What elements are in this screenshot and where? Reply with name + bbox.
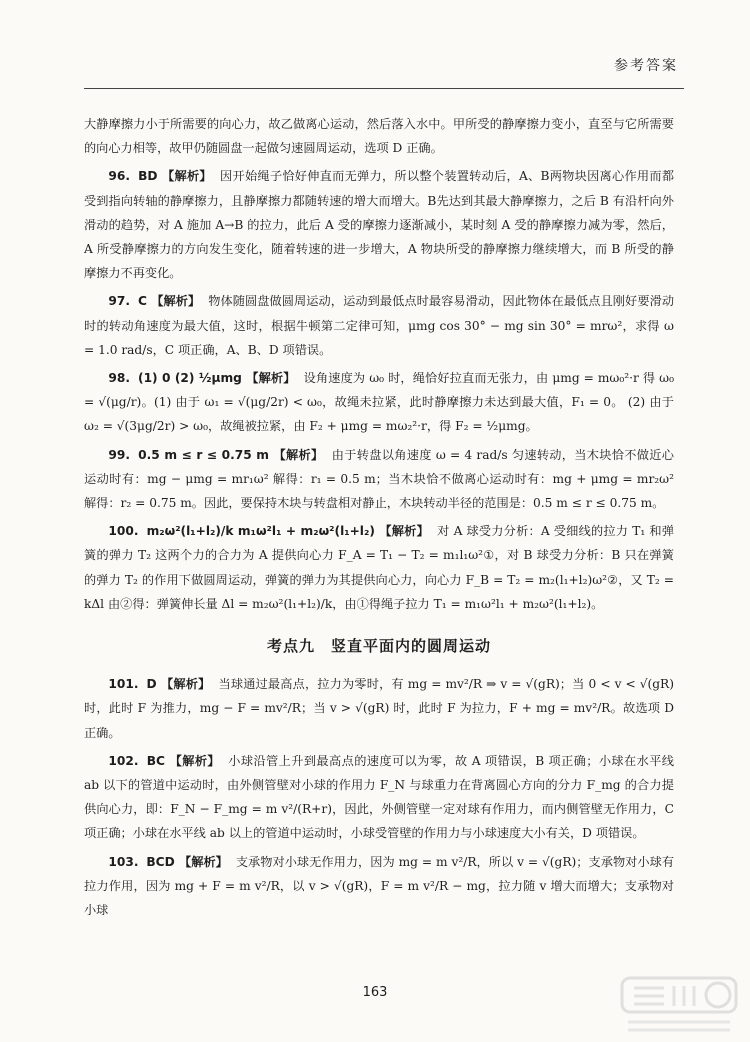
question-number: 103. <box>108 854 139 869</box>
explanation-text: 由于转盘以角速度 ω = 4 rad/s 匀速转动，当木块恰不做近心运动时有：mg − μmg = mr₁ω² 解得：r₁ = 0.5 m；当木块恰不做离心运动时有：mg + μmg = mr₂ω² 解得：r₂ = 0.75 m。因此，要保持木块与转盘相对静止，木块转动半径的范围是：0.5 m ≤ r ≤ 0.75 m。 <box>84 447 674 511</box>
answer-key: BCD 【解析】 <box>146 854 228 869</box>
answer-97 <box>84 289 674 362</box>
explanation-text: 支承物对小球无作用力，因为 mg = m v²/R，所以 v = √(gR)；支承物对小球有拉力作用，因为 mg + F = m v²/R，以 v > √(gR)，F = m v²/R − mg，拉力随 v 增大而增大；支承物对小球 <box>84 854 675 918</box>
answer-102 <box>84 749 674 846</box>
answer-100 <box>84 519 674 616</box>
question-number: 96. <box>108 169 130 184</box>
answer-key: 0.5 m ≤ r ≤ 0.75 m 【解析】 <box>138 447 324 462</box>
running-header: 参考答案 <box>614 58 678 74</box>
section-heading: 考点九 竖直平面内的圆周运动 <box>266 637 491 656</box>
answer-key: BC 【解析】 <box>146 753 220 768</box>
answer-key: m₂ω²(l₁+l₂)/k m₁ω²l₁ + m₂ω²(l₁+l₂) 【解析】 <box>146 524 429 539</box>
answer-body <box>84 112 674 926</box>
paragraph-continued <box>84 112 674 160</box>
answer-98 <box>84 366 674 439</box>
question-number: 97. <box>108 294 130 309</box>
question-number: 101. <box>108 677 139 692</box>
answer-99 <box>84 443 674 516</box>
answer-101 <box>84 672 674 745</box>
question-number: 100. <box>108 524 139 539</box>
explanation-text: 小球沿管上升到最高点的速度可以为零，故 A 项错误，B 项正确；小球在水平线 ab 以下的管道中运动时，由外侧管壁对小球的作用力 F_N 与球重力在背离圆心方向的分力 F_mg 的合力提供向心力，即：F_N − F_mg = m v²/(R+r)，因此，外侧管壁一定对球有作用力，而内侧管壁无作用力，C 项正确；小球在水平线 ab 以上的管道中运动时，小球受管壁的作用力与小球速度大小有关，D 项错误。 <box>84 753 674 841</box>
answer-key: BD 【解析】 <box>138 169 212 184</box>
explanation-text: 对 A 球受力分析：A 受细线的拉力 T₁ 和弹簧的弹力 T₂ 这两个力的合力为 A 提供向心力 F_A = T₁ − T₂ = m₁l₁ω²①，对 B 球受力分析：B 只在弹簧的弹力 T₂ 的作用下做圆周运动，弹簧的弹力为其提供向心力，向心力 F_B = T₂ = m₂(l₁+l₂)ω²②，又 T₂ = kΔl 由②得：弹簧伸长量 Δl = m₂ω²(l₁+l₂)/k，由①得绳子拉力 T₁ = m₁ω²l₁ + m₂ω²(l₁+l₂)。 <box>84 524 674 611</box>
explanation-text: 设角速度为 ω₀ 时，绳恰好拉直而无张力，由 μmg = mω₀²·r 得 ω₀ = √(μg/r)。(1) 由于 ω₁ = √(μg/2r) < ω₀，故绳未拉紧，此时静摩擦力未达到最大值，F₁ = 0。 (2) 由于 ω₂ = √(3μg/2r) > ω₀，故绳被拉紧，由 F₂ + μmg = mω₂²·r，得 F₂ = ½μmg。 <box>84 371 675 434</box>
answer-103 <box>84 850 674 923</box>
answer-key: D 【解析】 <box>146 677 211 692</box>
explanation-text: 因开始绳子恰好伸直而无弹力，所以整个装置转动后，A、B两物块因离心作用而都受到指向转轴的静摩擦力，且静摩擦力都随转速的增大而增大。B先达到其最大静摩擦力，之后 B 有沿杆向外滑动的趋势，对 A 施加 A→B 的拉力，此后 A 受的摩擦力逐渐减小，某时刻 A 受的静摩擦力减为零，然后，A 所受静摩擦力的方向发生变化，随着转速的进一步增大，A 物块所受的静摩擦力继续增大，而 B 所受的静摩擦力不再变化。 <box>84 169 675 281</box>
answer-96 <box>84 164 674 285</box>
explanation-text: 当球通过最高点，拉力为零时，有 mg = mv²/R ⇒ v = √(gR)；当 0 < v < √(gR) 时，此时 F 为推力，mg − F = mv²/R；当 v > √(gR) 时，此时 F 为拉力，F + mg = mv²/R。故选项 D 正确。 <box>84 677 674 740</box>
watermark-logo <box>614 972 744 1038</box>
answer-key: C 【解析】 <box>137 294 201 309</box>
header-rule <box>84 88 684 89</box>
explanation-text: 物体随圆盘做圆周运动，运动到最低点时最容易滑动，因此物体在最低点且刚好要滑动时的转动角速度为最大值，这时，根据牛顿第二定律可知，μmg cos 30° − mg sin 30° = mrω²，求得 ω = 1.0 rad/s，C 项正确，A、B、D 项错误。 <box>84 294 675 357</box>
answer-key: (1) 0 (2) ½μmg 【解析】 <box>138 371 296 386</box>
paragraph-text: 大静摩擦力小于所需要的向心力，故乙做离心运动，然后落入水中。甲所受的静摩擦力变小，直至与它所需要的向心力相等，故甲仍随圆盘一起做匀速圆周运动，选项 D 正确。 <box>84 117 674 156</box>
page-number: 163 <box>362 985 388 1000</box>
question-number: 99. <box>108 447 130 462</box>
question-number: 98. <box>108 371 130 386</box>
question-number: 102. <box>108 753 139 768</box>
